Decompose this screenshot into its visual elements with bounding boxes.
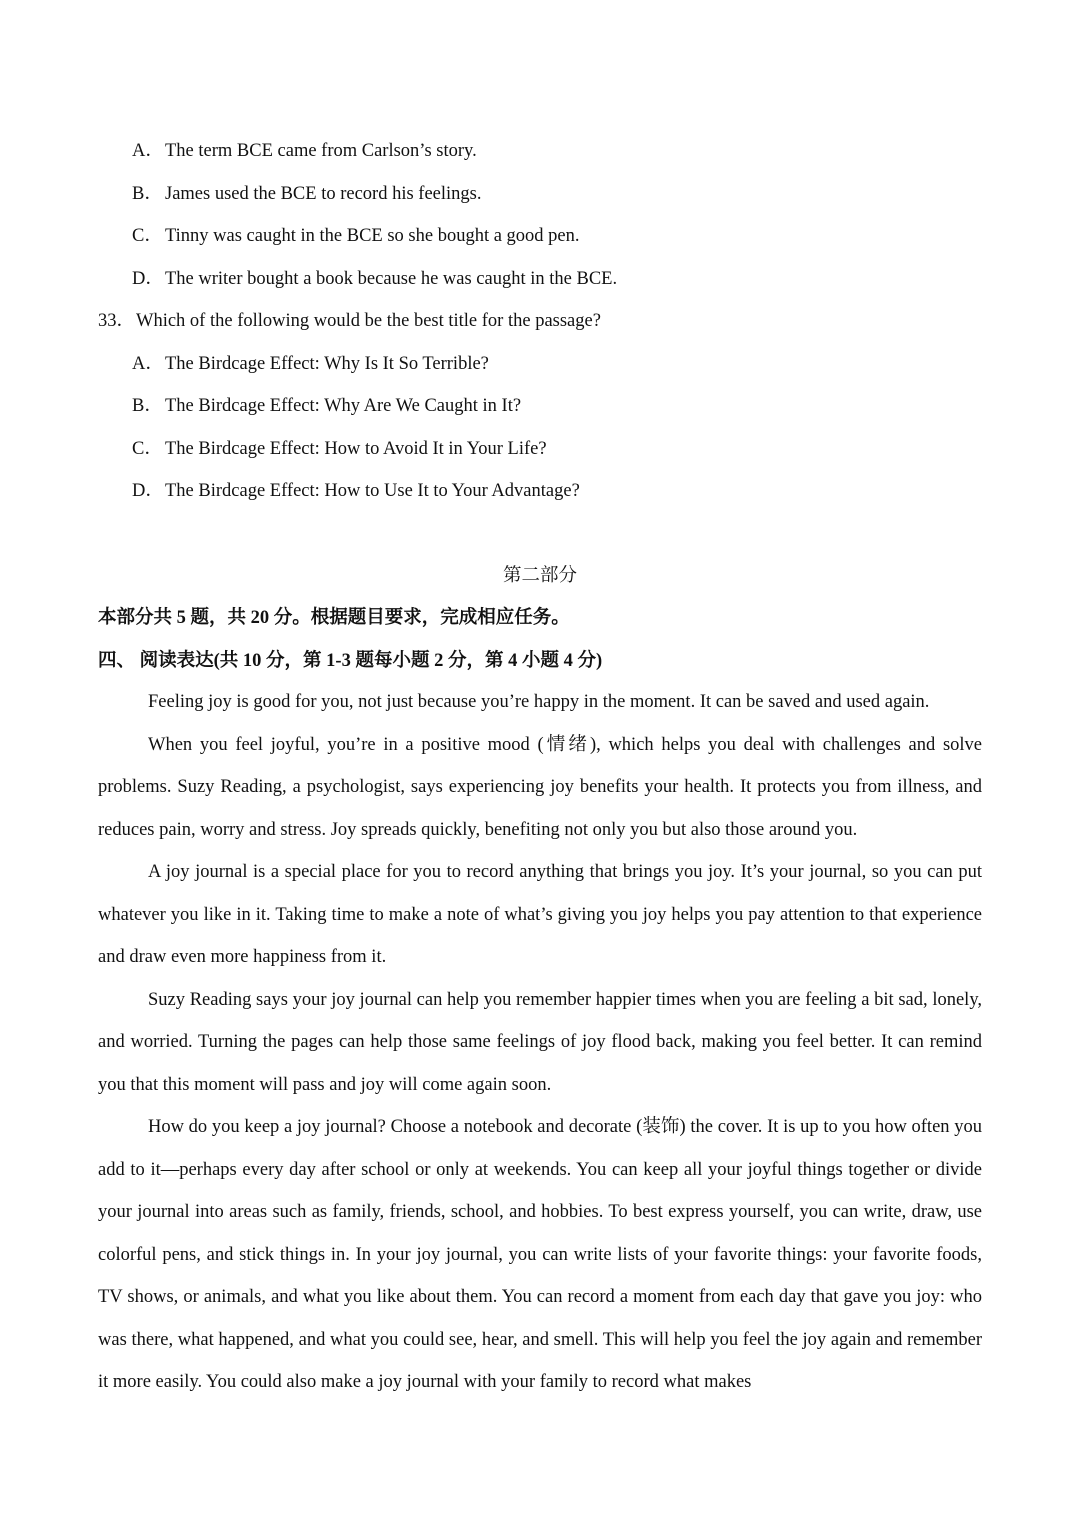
q33-option-c: C． The Birdcage Effect: How to Avoid It in Your Life?	[132, 439, 547, 459]
q33-option-b: B． The Birdcage Effect: Why Are We Caught in It?	[132, 396, 522, 416]
q32-option-c: C． Tinny was caught in the BCE so she bought a good pen.	[132, 226, 580, 246]
q33-option-d: D．The Birdcage Effect: How to Use It to Your Advantage?	[132, 481, 580, 501]
part-heading: 第二部分	[502, 566, 577, 586]
q32-option-b: B． James used the BCE to record his feelings.	[132, 184, 482, 204]
section-heading: 四、 阅读表达(共 10 分，第 1-3 题每小题 2 分，第 4 小题 4 分)	[98, 651, 603, 671]
passage-paragraph: How do you keep a joy journal? Choose a notebook and decorate (装饰) the cover. It is up to you how often you add to it—perhaps every day after school or only at weekends. You can keep all your joyful things together or divide your journal into areas such as family, friends, school, and hobbies. To best express yourself, you can write, draw, use colorful pens, and stick things in. In your joy journal, you can write lists of your favorite things: your favorite foods, TV shows, or animals, and what you like about them. You can record a moment from each day that gave you joy: who was there, what happened, and what you could see, hear, and smell. This will help you feel the joy again and remember it more easily. You could also make a joy journal with your family to record what makes	[98, 1117, 982, 1392]
passage-paragraph: When you feel joyful, you’re in a positive mood (情绪), which helps you deal with challenges and solve problems. Suzy Reading, a psychologist, says experiencing joy benefits your health. It protects you from illness, and reduces pain, worry and stress. Joy spreads quickly, benefiting not only you but also those around you.	[98, 734, 982, 840]
passage-paragraph: A joy journal is a special place for you to record anything that brings you joy. It’s your journal, so you can put whatever you like in it. Taking time to make a note of what’s giving you joy helps you pay attention to that experience and draw even more happiness from it.	[98, 862, 982, 967]
q32-option-a: A．The term BCE came from Carlson’s story.	[132, 141, 477, 161]
q33-stem: 33．Which of the following would be the best title for the passage?	[98, 311, 601, 331]
passage-paragraph: Suzy Reading says your joy journal can help you remember happier times when you are feeling a bit sad, lonely, and worried. Turning the pages can help those same feelings of joy flood back, making you feel better. It can remind you that this moment will pass and joy will come again soon.	[98, 989, 982, 1095]
reading-passage	[98, 681, 982, 1404]
q33-option-a: A．The Birdcage Effect: Why Is It So Terrible?	[132, 354, 489, 374]
part-intro: 本部分共 5 题，共 20 分。根据题目要求，完成相应任务。	[98, 608, 570, 628]
passage-paragraph: Feeling joy is good for you, not just because you’re happy in the moment. It can be saved and used again.	[148, 692, 930, 712]
q32-option-d: D．The writer bought a book because he was caught in the BCE.	[132, 269, 618, 289]
